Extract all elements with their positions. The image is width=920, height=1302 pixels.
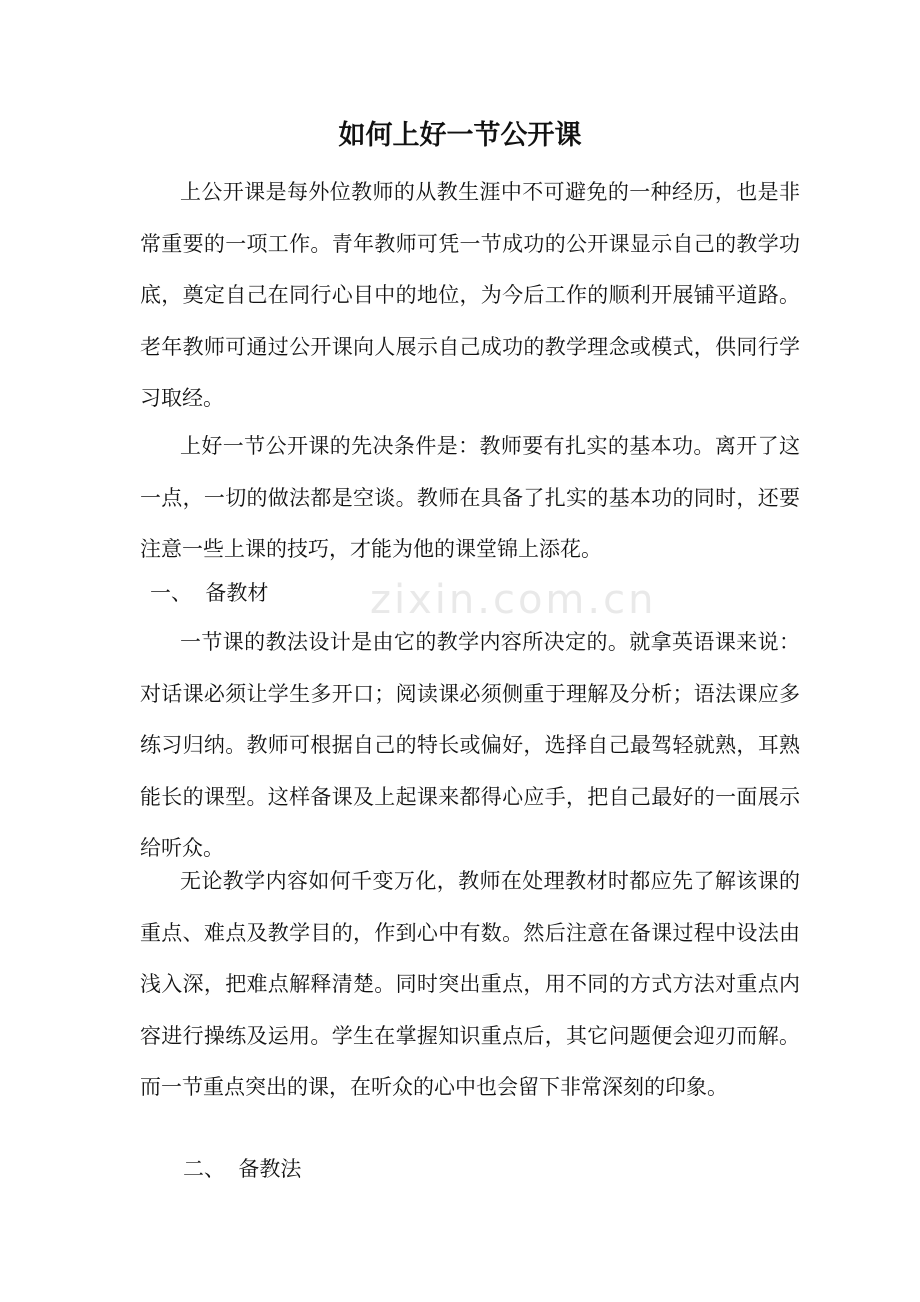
paragraph-materials-2: 无论教学内容如何千变万化，教师在处理教材时都应先了解该课的重点、难点及教学目的，作到心中有数。然后注意在备课过程中设法由浅入深，把难点解释清楚。同时突出重点，用不同的方式方法对重点内容进行操练及运用。学生在掌握知识重点后，其它问题便会迎刃而解。而一节重点突出的课，在听众的心中也会留下非常深刻的印象。 (140, 869, 800, 1099)
document-title: 如何上好一节公开课 (338, 120, 582, 151)
watermark: zixin.com.cn (370, 577, 657, 623)
section-heading-1: 一、 备教材 (150, 581, 269, 605)
section-heading-2: 二、 备教法 (183, 1157, 302, 1181)
paragraph-prerequisite: 上好一节公开课的先决条件是：教师要有扎实的基本功。离开了这一点，一切的做法都是空谈。教师在具备了扎实的基本功的同时，还要注意一些上课的技巧，才能为他的课堂锦上添花。 (140, 434, 800, 561)
paragraph-intro: 上公开课是每外位教师的从教生涯中不可避免的一种经历，也是非常重要的一项工作。青年教师可凭一节成功的公开课显示自己的教学功底，奠定自己在同行心目中的地位，为今后工作的顺利开展铺平道路。老年教师可通过公开课向人展示自己成功的教学理念或模式，供同行学习取经。 (140, 180, 800, 410)
paragraph-materials-1: 一节课的教法设计是由它的教学内容所决定的。就拿英语课来说：对话课必须让学生多开口；阅读课必须侧重于理解及分析；语法课应多练习归纳。教师可根据自己的特长或偏好，选择自己最驾轻就熟，耳熟能长的课型。这样备课及上起课来都得心应手，把自己最好的一面展示给听众。 (140, 630, 800, 860)
